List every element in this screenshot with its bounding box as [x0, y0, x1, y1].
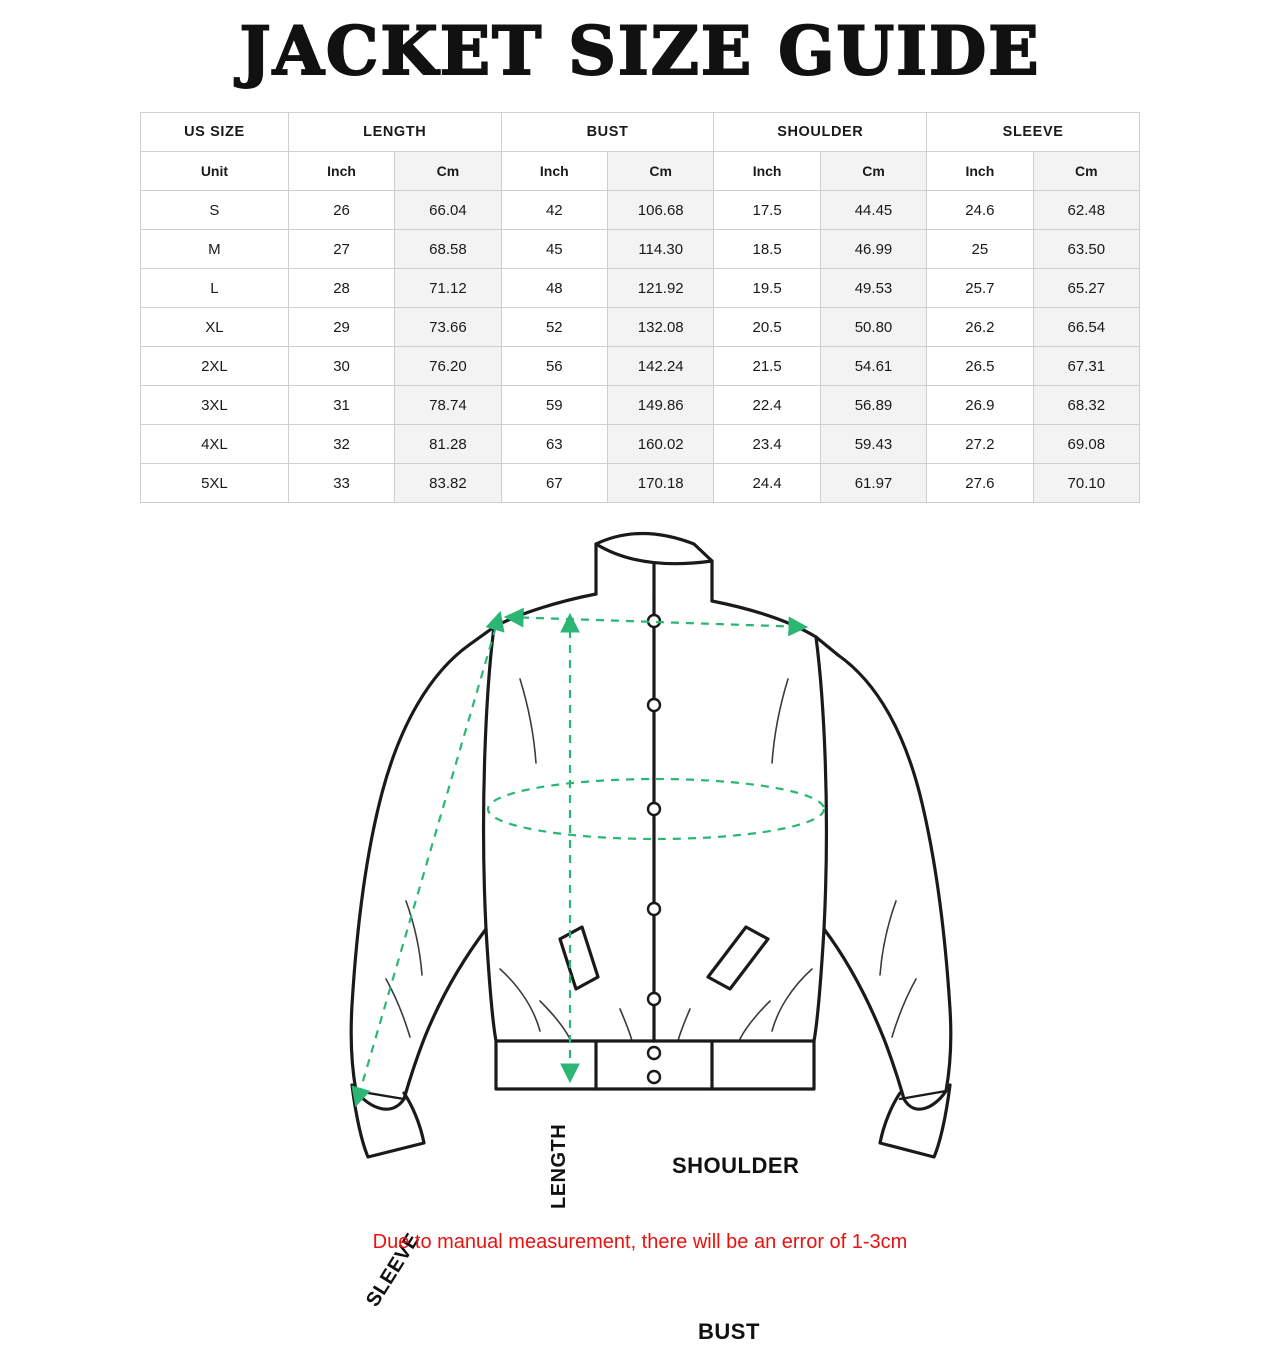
- cell-shoulder-cm: 50.80: [820, 308, 926, 347]
- cell-size: S: [141, 191, 289, 230]
- cell-bust-inch: 42: [501, 191, 607, 230]
- cell-sleeve-inch: 26.2: [927, 308, 1033, 347]
- table-row: [141, 386, 1140, 425]
- cell-bust-cm: 142.24: [608, 347, 714, 386]
- cell-length-cm: 83.82: [395, 464, 501, 503]
- table-row: [141, 347, 1140, 386]
- cell-size: 4XL: [141, 425, 289, 464]
- cell-bust-cm: 114.30: [608, 230, 714, 269]
- cell-shoulder-cm: 56.89: [820, 386, 926, 425]
- cell-sleeve-cm: 70.10: [1033, 464, 1139, 503]
- bust-label: BUST: [698, 1319, 760, 1344]
- cell-bust-inch: 59: [501, 386, 607, 425]
- cell-bust-inch: 67: [501, 464, 607, 503]
- unit-header-row: [141, 152, 1140, 191]
- cell-length-cm: 71.12: [395, 269, 501, 308]
- cell-bust-cm: 106.68: [608, 191, 714, 230]
- table-row: [141, 308, 1140, 347]
- col-group-bust: BUST: [501, 113, 714, 152]
- cell-length-cm: 68.58: [395, 230, 501, 269]
- shoulder-label: SHOULDER: [672, 1153, 800, 1178]
- cell-sleeve-cm: 67.31: [1033, 347, 1139, 386]
- cell-length-inch: 33: [288, 464, 394, 503]
- cell-shoulder-inch: 23.4: [714, 425, 820, 464]
- cell-sleeve-inch: 27.6: [927, 464, 1033, 503]
- cell-bust-cm: 149.86: [608, 386, 714, 425]
- cell-length-inch: 29: [288, 308, 394, 347]
- cell-bust-inch: 63: [501, 425, 607, 464]
- cell-length-inch: 26: [288, 191, 394, 230]
- cell-bust-inch: 48: [501, 269, 607, 308]
- cell-shoulder-inch: 17.5: [714, 191, 820, 230]
- cell-length-inch: 32: [288, 425, 394, 464]
- cell-size: M: [141, 230, 289, 269]
- unit-sleeve-inch: Inch: [927, 152, 1033, 191]
- cell-sleeve-inch: 25.7: [927, 269, 1033, 308]
- cell-shoulder-inch: 19.5: [714, 269, 820, 308]
- cell-size: 5XL: [141, 464, 289, 503]
- cell-bust-inch: 56: [501, 347, 607, 386]
- cell-sleeve-inch: 26.5: [927, 347, 1033, 386]
- col-group-us-size: US SIZE: [141, 113, 289, 152]
- unit-bust-cm: Cm: [608, 152, 714, 191]
- cell-bust-inch: 45: [501, 230, 607, 269]
- cell-shoulder-cm: 54.61: [820, 347, 926, 386]
- table-head: [141, 113, 1140, 191]
- cell-length-inch: 27: [288, 230, 394, 269]
- cell-shoulder-inch: 20.5: [714, 308, 820, 347]
- cell-shoulder-cm: 49.53: [820, 269, 926, 308]
- cell-sleeve-inch: 25: [927, 230, 1033, 269]
- cell-sleeve-cm: 69.08: [1033, 425, 1139, 464]
- table-row: [141, 230, 1140, 269]
- page-title: JACKET SIZE GUIDE: [239, 12, 1041, 90]
- size-table-container: [140, 112, 1140, 503]
- table-row: [141, 425, 1140, 464]
- cell-length-inch: 30: [288, 347, 394, 386]
- cell-length-cm: 81.28: [395, 425, 501, 464]
- unit-shoulder-inch: Inch: [714, 152, 820, 191]
- cell-length-inch: 28: [288, 269, 394, 308]
- cell-length-inch: 31: [288, 386, 394, 425]
- cell-length-cm: 73.66: [395, 308, 501, 347]
- cell-length-cm: 76.20: [395, 347, 501, 386]
- size-table: [140, 112, 1140, 503]
- cell-shoulder-cm: 59.43: [820, 425, 926, 464]
- cell-bust-inch: 52: [501, 308, 607, 347]
- measurement-disclaimer: Due to manual measurement, there will be an error of 1-3cm: [372, 1231, 908, 1253]
- cell-shoulder-cm: 46.99: [820, 230, 926, 269]
- cell-size: XL: [141, 308, 289, 347]
- cell-sleeve-cm: 63.50: [1033, 230, 1139, 269]
- unit-length-cm: Cm: [395, 152, 501, 191]
- cell-length-cm: 66.04: [395, 191, 501, 230]
- length-label: LENGTH: [548, 1123, 570, 1209]
- cell-bust-cm: 170.18: [608, 464, 714, 503]
- unit-label: Unit: [141, 152, 289, 191]
- cell-bust-cm: 160.02: [608, 425, 714, 464]
- table-body: [141, 191, 1140, 503]
- col-group-shoulder: SHOULDER: [714, 113, 927, 152]
- col-group-sleeve: SLEEVE: [927, 113, 1140, 152]
- sleeve-label: SLEEVE: [362, 1229, 425, 1311]
- unit-bust-inch: Inch: [501, 152, 607, 191]
- table-row: [141, 191, 1140, 230]
- cell-bust-cm: 121.92: [608, 269, 714, 308]
- cell-shoulder-inch: 24.4: [714, 464, 820, 503]
- cell-size: L: [141, 269, 289, 308]
- cell-sleeve-inch: 24.6: [927, 191, 1033, 230]
- cell-bust-cm: 132.08: [608, 308, 714, 347]
- cell-sleeve-inch: 27.2: [927, 425, 1033, 464]
- col-group-length: LENGTH: [288, 113, 501, 152]
- unit-sleeve-cm: Cm: [1033, 152, 1139, 191]
- cell-length-cm: 78.74: [395, 386, 501, 425]
- unit-length-inch: Inch: [288, 152, 394, 191]
- cell-size: 2XL: [141, 347, 289, 386]
- cell-sleeve-cm: 66.54: [1033, 308, 1139, 347]
- cell-shoulder-cm: 61.97: [820, 464, 926, 503]
- cell-sleeve-cm: 68.32: [1033, 386, 1139, 425]
- cell-size: 3XL: [141, 386, 289, 425]
- jacket-illustration-svg: [0, 509, 1280, 1189]
- cell-shoulder-inch: 18.5: [714, 230, 820, 269]
- table-row: [141, 269, 1140, 308]
- cell-sleeve-inch: 26.9: [927, 386, 1033, 425]
- cell-shoulder-inch: 21.5: [714, 347, 820, 386]
- jacket-outline: [351, 534, 951, 1158]
- cell-shoulder-inch: 22.4: [714, 386, 820, 425]
- table-row: [141, 464, 1140, 503]
- cell-shoulder-cm: 44.45: [820, 191, 926, 230]
- cell-sleeve-cm: 65.27: [1033, 269, 1139, 308]
- unit-shoulder-cm: Cm: [820, 152, 926, 191]
- cell-sleeve-cm: 62.48: [1033, 191, 1139, 230]
- group-header-row: [141, 113, 1140, 152]
